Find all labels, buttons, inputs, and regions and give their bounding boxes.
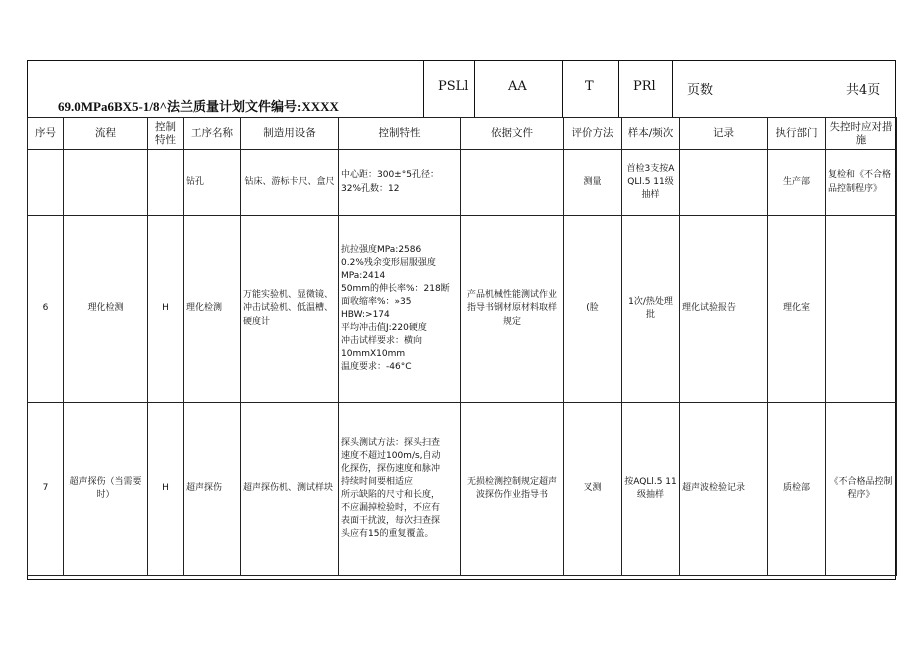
cell-dept: 质检部 (768, 403, 826, 576)
control-line: 中心距：300±°5孔径： (341, 170, 439, 181)
control-line: 抗拉强度MPa:2586 (341, 244, 422, 255)
control-line: 50mm的伸长率%：218断 (341, 283, 450, 294)
cell-record (680, 150, 768, 216)
control-line: 所示缺陷的尺寸和长度， (341, 490, 441, 500)
cell-characteristic (148, 150, 184, 216)
table-row (28, 216, 897, 403)
aa-label: AA (508, 79, 527, 94)
t-label: T (585, 79, 594, 94)
col-header-process: 工序名称 (184, 118, 241, 150)
col-header-dept: 执行部门 (768, 118, 826, 150)
table-header-row (28, 118, 897, 150)
col-header-equipment: 制造用设备 (241, 118, 339, 150)
control-line: 10mmX10mm (341, 349, 406, 360)
cell-control (339, 216, 461, 403)
control-line: 化探伤，探伤速度和脉冲 (341, 463, 441, 474)
control-line: 表面干扰波，每次扫查探 (341, 516, 441, 527)
cell-no (28, 150, 64, 216)
cell-sample: 按AQLl.5 11级抽样 (622, 403, 680, 576)
col-header-method: 评价方法 (564, 118, 622, 150)
page-count-label: 页数 (687, 83, 714, 98)
control-line: 32%孔数：12 (341, 183, 400, 194)
cell-basis: 无损检测控制规定超声波探伤作业指导书 (461, 403, 564, 576)
cell-flow (64, 150, 148, 216)
control-line: HBW:>174 (341, 310, 390, 320)
cell-control (339, 403, 461, 576)
cell-action (826, 216, 897, 403)
cell-action: 《不合格品控制程序》 (826, 403, 897, 576)
cell-action: 复检和《不合格品控制程序》 (826, 150, 897, 216)
cell-no: 6 (28, 216, 64, 403)
cell-record: 超声波检验记录 (680, 403, 768, 576)
cell-method: 叉测 (564, 403, 622, 576)
control-line: 持续时间要相适应 (341, 476, 414, 487)
col-header-characteristic: 控制特性 (148, 118, 184, 150)
cell-flow: 超声探伤（当需要时） (64, 403, 148, 576)
cell-flow: 理化检测 (64, 216, 148, 403)
cell-control (339, 150, 461, 216)
control-line: 速度不超过100m/s,自动 (341, 450, 441, 461)
table-row (28, 150, 897, 216)
cell-equipment: 万能实验机、显微镜、冲击试验机、低温槽、硬度计 (241, 216, 339, 403)
control-line: 探头测试方法：探头扫查 (341, 437, 441, 448)
cell-process: 理化检测 (184, 216, 241, 403)
col-header-control: 控制特性 (339, 118, 461, 150)
control-line: 冲击试样要求：横向 (341, 336, 423, 347)
quality-plan-table (27, 117, 897, 576)
cell-no: 7 (28, 403, 64, 576)
document-title: 69.0MPa6BX5-1/8^法兰质量计划文件编号:XXXX (58, 99, 339, 114)
cell-sample: 首检3支按AQLl.5 11级抽样 (622, 150, 680, 216)
cell-equipment: 钻床、游标卡尺、盒尺 (241, 150, 339, 216)
cell-dept: 理化室 (768, 216, 826, 403)
cell-basis (461, 150, 564, 216)
pr-label: PRl (633, 79, 656, 94)
cell-characteristic: H (148, 403, 184, 576)
table-row (28, 403, 897, 576)
cell-characteristic: H (148, 216, 184, 403)
col-header-action: 失控时应对措施 (826, 118, 897, 150)
control-line: 0.2%残余变形屈服强度 (341, 257, 436, 268)
cell-dept: 生产部 (768, 150, 826, 216)
cell-method: (脸 (564, 216, 622, 403)
cell-sample: 1次/热处理批 (622, 216, 680, 403)
cell-process: 超声探伤 (184, 403, 241, 576)
cell-basis: 产品机械性能测试作业指导书钢材原材料取样规定 (461, 216, 564, 403)
col-header-sample: 样本/频次 (622, 118, 680, 150)
control-line: 温度要求：-46°C (341, 362, 412, 373)
control-line: 平均冲击值J:220硬度 (341, 323, 427, 334)
control-line: 面收缩率%：»35 (341, 296, 412, 307)
control-line: 头应有15的重复覆盖。 (341, 529, 434, 540)
page-total: 共4页 (846, 83, 881, 98)
psl-label: PSLl (438, 79, 469, 94)
col-header-flow: 流程 (64, 118, 148, 150)
cell-equipment: 超声探伤机、测试样块 (241, 403, 339, 576)
control-line: 不应漏掉检验时，不应有 (341, 503, 441, 514)
col-header-record: 记录 (680, 118, 768, 150)
col-header-no: 序号 (28, 118, 64, 150)
control-line: MPa:2414 (341, 270, 386, 281)
cell-process: 钻孔 (184, 150, 241, 216)
col-header-basis: 依据文件 (461, 118, 564, 150)
cell-record: 理化试验报告 (680, 216, 768, 403)
cell-method: 测量 (564, 150, 622, 216)
